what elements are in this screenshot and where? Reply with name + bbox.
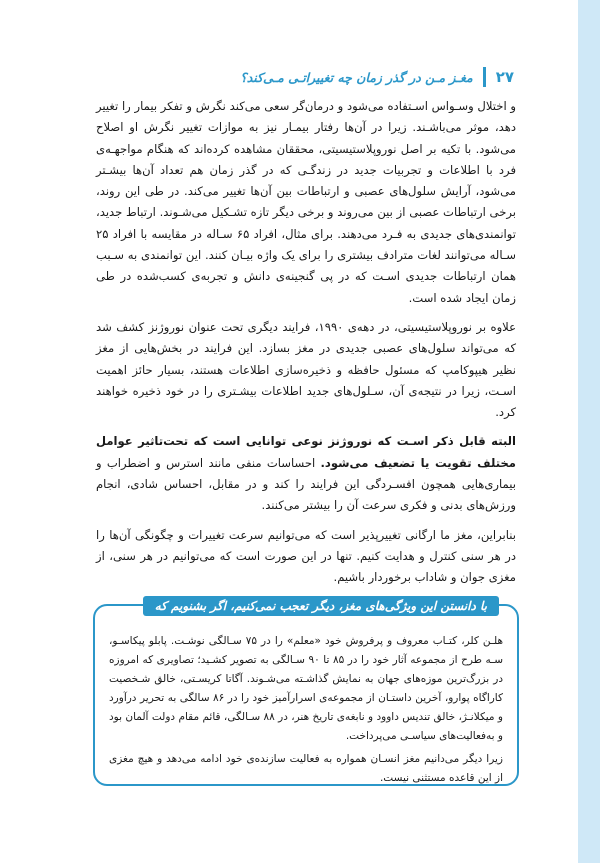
paragraph: علاوه بر نوروپلاستیسیتی، در دهه‌ی ۱۹۹۰، فرایند دیگری تحت عنوان نوروژنز کشف شد که می‌تواند سلول‌های عصبی جدیدی در مغز بسازد. این فرایند در بخش‌هایی از مغز نظیر هیپوکامپ که مسئول حافظه و ذخیره‌سازی اطلاعات هستند، بسیار حائز اهمیت اسـت، زیرا در نتیجه‌ی آن، سـلول‌های جدید اطلاعات بیشـتری را در خود ذخیره خواهند کرد. bbox=[96, 319, 516, 420]
info-box-title: با دانستن این ویژگی‌های مغز، دیگر تعجب نمی‌کنیم، اگر بشنویم که bbox=[143, 596, 499, 616]
info-box-paragraph: هلـن کلر، کتـاب معروف و پرفروش خود «معلم» را در ۷۵ سـالگی نوشـت. پابلو پیکاسـو، سـه طرح از مجموعه آثار خود را در ۸۵ تا ۹۰ سـالگی به تصویر کشـید؛ تصاویری که امروزه در بزرگ‌ترین موزه‌های جهان به نمایش گذاشـته می‌شـوند. آگاتا کریسـتی، خالق شـخصیت کاراگاه پوارو، آخرین داستـان از مجموعه‌ی اسرارآمیز خود را در ۸۶ سالگی به تحریر درآورد و میکلانـژ، خالق تندیس داوود و نابغه‌ی تاریخ هنر، در ۸۸ سـالگی، قائم مقام دولت آلمان بود و به‌فعالیت‌های سیاسـی می‌پرداخت. bbox=[109, 635, 504, 742]
info-box-paragraph: زیرا دیگر می‌دانیم مغز انسـان همواره به فعالیت سازنده‌ی خود ادامه می‌دهد و هیچ مغزی از این قاعده مستثنی نیست. bbox=[109, 753, 503, 784]
paragraph-bold-text: البته قابل ذکر اسـت که نوروژنز نوعی توانایی است که تحت‌تاثیر عوامل مختلف تقویت یا تضعیف می‌شود. bbox=[96, 434, 516, 470]
info-box-body bbox=[109, 632, 503, 792]
header-divider bbox=[483, 67, 486, 87]
page-number: ۲۷ bbox=[495, 68, 514, 86]
body-text bbox=[96, 96, 516, 597]
page-header bbox=[62, 64, 514, 90]
side-color-strip bbox=[578, 0, 600, 863]
paragraph: و اختلال وسـواس اسـتفاده می‌شود و درمان‌گر سعی می‌کند نگرش و تفکر بیمار را تغییر دهد، موثر می‌باشـند. زیرا در آن‌ها رفتار بیمـار نیز به موازات تغییر نگرش او اصلاح می‌شود. با تکیه بر اصل نوروپلاستیسیتی، محققان مشاهده کرده‌اند که هنگام مواجهـه‌ی فرد با اطلاعات و تجربیات جدید در زندگـی که در گذر زمان هم تعداد آن‌ها بیشـتر می‌شود، آرایش سلول‌های عصبی و ارتباطات بین آن‌ها تغییر می‌کند. در طی این روند، برخی ارتباطات عصبی از بین می‌روند و برخی دیگر تازه تشـکیل می‌شـوند. ارتباط جدید، توانمندی‌های جدیدی به فـرد می‌دهند. برای مثال، افراد ۶۵ سـاله در مقایسه با افراد ۲۵ سـاله می‌توانند لغات مترادف بیشتری را برای یک واژه بیـان کنند. این توانمندی به سـبب همان ارتباطات جدیدی اسـت که در پی گنجینه‌ی دانش و تجربه‌ی کسب‌شده در طی زمان ایجاد شده است. bbox=[96, 99, 516, 305]
info-box bbox=[93, 599, 519, 786]
paragraph: بنابراین، مغز ما ارگانی تغییرپذیر است که می‌توانیم سرعت تغییرات و چگونگی آن‌ها را در هر سنی کنترل و هدایت کنیم. تنها در این صورت است که می‌توانیم در هر سنی، از مغزی جوان و شاداب برخوردار باشیم. bbox=[96, 527, 516, 585]
paragraph bbox=[96, 431, 516, 516]
paragraph-text: احساسات منفی مانند استرس و اضطراب و بیماری‌هایی همچون افسـردگی این فرایند را کند و در مقابل، احساس شادی، انجام ورزش‌های بدنی و فکری سرعت آن را بیشتر می‌کنند. bbox=[96, 455, 516, 513]
chapter-title: مغـز مـن در گذر زمان چه تغییراتـی مـی‌کند؟ bbox=[240, 69, 473, 85]
